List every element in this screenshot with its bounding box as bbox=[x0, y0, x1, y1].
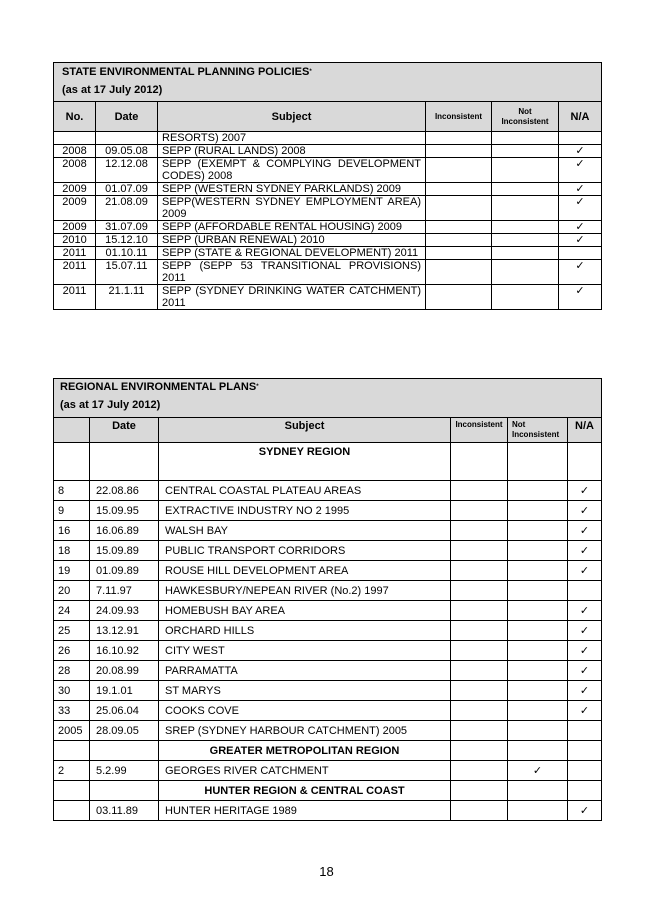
table-row bbox=[54, 183, 602, 196]
table-row bbox=[54, 601, 602, 621]
row-subject: CITY WEST bbox=[159, 641, 451, 661]
row-na: ✓ bbox=[568, 521, 602, 541]
row-date: 12.12.08 bbox=[96, 158, 158, 183]
row-inconsistent bbox=[426, 260, 492, 285]
row-not-inconsistent bbox=[492, 247, 559, 260]
row-not-inconsistent bbox=[508, 701, 568, 721]
row-na bbox=[568, 443, 602, 481]
row-no: 2009 bbox=[54, 221, 96, 234]
row-na bbox=[568, 581, 602, 601]
row-subject: SEPP (STATE & REGIONAL DEVELOPMENT) 2011 bbox=[158, 247, 426, 260]
row-not-inconsistent bbox=[508, 601, 568, 621]
row-na bbox=[568, 741, 602, 761]
region-row bbox=[54, 443, 602, 481]
row-na bbox=[559, 132, 602, 145]
table-row bbox=[54, 641, 602, 661]
row-na: ✓ bbox=[559, 183, 602, 196]
row-date: 01.07.09 bbox=[96, 183, 158, 196]
col-na: N/A bbox=[559, 102, 602, 132]
row-subject: ORCHARD HILLS bbox=[159, 621, 451, 641]
row-not-inconsistent bbox=[508, 481, 568, 501]
row-inconsistent bbox=[451, 701, 508, 721]
row-no: 2008 bbox=[54, 158, 96, 183]
sepp-table-asat: (as at 17 July 2012) bbox=[54, 78, 602, 102]
row-inconsistent bbox=[426, 234, 492, 247]
region-row bbox=[54, 741, 602, 761]
row-na: ✓ bbox=[559, 285, 602, 310]
col-subject: Subject bbox=[159, 418, 451, 443]
row-subject: SREP (SYDNEY HARBOUR CATCHMENT) 2005 bbox=[159, 721, 451, 741]
row-not-inconsistent bbox=[508, 581, 568, 601]
row-inconsistent bbox=[451, 761, 508, 781]
row-inconsistent bbox=[451, 661, 508, 681]
row-inconsistent bbox=[451, 541, 508, 561]
row-inconsistent bbox=[451, 581, 508, 601]
row-no: 9 bbox=[54, 501, 90, 521]
row-inconsistent bbox=[451, 443, 508, 481]
region-row bbox=[54, 781, 602, 801]
row-na: ✓ bbox=[568, 541, 602, 561]
table-row bbox=[54, 221, 602, 234]
rep-table-asat: (as at 17 July 2012) bbox=[54, 393, 602, 418]
row-date: 5.2.99 bbox=[90, 761, 159, 781]
row-subject: ROUSE HILL DEVELOPMENT AREA bbox=[159, 561, 451, 581]
row-no: 2011 bbox=[54, 285, 96, 310]
col-not-inconsistent: Not Inconsistent bbox=[508, 418, 568, 443]
row-no: 16 bbox=[54, 521, 90, 541]
row-subject: HUNTER HERITAGE 1989 bbox=[159, 801, 451, 821]
row-subject: RESORTS) 2007 bbox=[158, 132, 426, 145]
row-not-inconsistent bbox=[508, 561, 568, 581]
col-inconsistent: Inconsistent bbox=[426, 102, 492, 132]
table-row bbox=[54, 681, 602, 701]
row-date: 01.09.89 bbox=[90, 561, 159, 581]
row-date: 16.10.92 bbox=[90, 641, 159, 661]
row-not-inconsistent bbox=[492, 158, 559, 183]
row-na: ✓ bbox=[568, 561, 602, 581]
row-na bbox=[568, 721, 602, 741]
table-row bbox=[54, 132, 602, 145]
row-not-inconsistent bbox=[508, 801, 568, 821]
region-heading: HUNTER REGION & CENTRAL COAST bbox=[159, 781, 451, 801]
row-subject: SEPP (WESTERN SYDNEY PARKLANDS) 2009 bbox=[158, 183, 426, 196]
row-not-inconsistent bbox=[492, 145, 559, 158]
table-row bbox=[54, 521, 602, 541]
row-not-inconsistent bbox=[508, 541, 568, 561]
row-subject: SEPP (SYDNEY DRINKING WATER CATCHMENT) 2011 bbox=[158, 285, 426, 310]
row-no: 2009 bbox=[54, 196, 96, 221]
row-no: 18 bbox=[54, 541, 90, 561]
col-date: Date bbox=[90, 418, 159, 443]
row-not-inconsistent bbox=[508, 681, 568, 701]
row-not-inconsistent bbox=[508, 501, 568, 521]
row-not-inconsistent bbox=[508, 621, 568, 641]
row-na: ✓ bbox=[568, 701, 602, 721]
table-row bbox=[54, 801, 602, 821]
row-no: 30 bbox=[54, 681, 90, 701]
row-inconsistent bbox=[451, 781, 508, 801]
table-row bbox=[54, 285, 602, 310]
row-date: 22.08.86 bbox=[90, 481, 159, 501]
row-na: ✓ bbox=[568, 681, 602, 701]
row-inconsistent bbox=[426, 247, 492, 260]
row-inconsistent bbox=[451, 501, 508, 521]
table-row bbox=[54, 541, 602, 561]
row-inconsistent bbox=[451, 601, 508, 621]
row-subject: SEPP (RURAL LANDS) 2008 bbox=[158, 145, 426, 158]
row-subject: SEPP (URBAN RENEWAL) 2010 bbox=[158, 234, 426, 247]
row-not-inconsistent bbox=[508, 741, 568, 761]
row-date: 01.10.11 bbox=[96, 247, 158, 260]
region-heading: SYDNEY REGION bbox=[159, 443, 451, 481]
row-no: 24 bbox=[54, 601, 90, 621]
row-subject: SEPP (SEPP 53 TRANSITIONAL PROVISIONS) 2011 bbox=[158, 260, 426, 285]
row-date: 24.09.93 bbox=[90, 601, 159, 621]
row-no: 2011 bbox=[54, 260, 96, 285]
row-no: 19 bbox=[54, 561, 90, 581]
col-na: N/A bbox=[568, 418, 602, 443]
row-no bbox=[54, 801, 90, 821]
row-date: 09.05.08 bbox=[96, 145, 158, 158]
row-subject: SEPP (AFFORDABLE RENTAL HOUSING) 2009 bbox=[158, 221, 426, 234]
col-subject: Subject bbox=[158, 102, 426, 132]
row-subject: PARRAMATTA bbox=[159, 661, 451, 681]
table-row bbox=[54, 234, 602, 247]
row-date: 15.07.11 bbox=[96, 260, 158, 285]
row-date: 7.11.97 bbox=[90, 581, 159, 601]
page-number: 18 bbox=[319, 864, 334, 879]
row-subject: SEPP (EXEMPT & COMPLYING DEVELOPMENT CODES) 2008 bbox=[158, 158, 426, 183]
row-inconsistent bbox=[451, 721, 508, 741]
row-date: 16.06.89 bbox=[90, 521, 159, 541]
table-row bbox=[54, 481, 602, 501]
table-row bbox=[54, 501, 602, 521]
row-no: 2008 bbox=[54, 145, 96, 158]
table-row bbox=[54, 761, 602, 781]
row-subject: WALSH BAY bbox=[159, 521, 451, 541]
row-na bbox=[568, 761, 602, 781]
row-subject: PUBLIC TRANSPORT CORRIDORS bbox=[159, 541, 451, 561]
col-no: No. bbox=[54, 102, 96, 132]
table-row bbox=[54, 247, 602, 260]
row-inconsistent bbox=[451, 681, 508, 701]
table-row bbox=[54, 701, 602, 721]
row-na: ✓ bbox=[568, 501, 602, 521]
row-na: ✓ bbox=[568, 661, 602, 681]
row-subject: HOMEBUSH BAY AREA bbox=[159, 601, 451, 621]
row-date bbox=[90, 781, 159, 801]
row-no: 20 bbox=[54, 581, 90, 601]
col-not-inconsistent: Not Inconsistent bbox=[492, 102, 559, 132]
row-date: 03.11.89 bbox=[90, 801, 159, 821]
table-row bbox=[54, 158, 602, 183]
table-row bbox=[54, 581, 602, 601]
row-no: 2011 bbox=[54, 247, 96, 260]
row-no: 2 bbox=[54, 761, 90, 781]
sepp-table bbox=[53, 62, 602, 310]
row-subject: ST MARYS bbox=[159, 681, 451, 701]
row-subject: GEORGES RIVER CATCHMENT bbox=[159, 761, 451, 781]
row-inconsistent bbox=[426, 132, 492, 145]
row-not-inconsistent bbox=[492, 260, 559, 285]
row-not-inconsistent bbox=[492, 234, 559, 247]
row-no: 26 bbox=[54, 641, 90, 661]
row-na: ✓ bbox=[559, 260, 602, 285]
row-date: 13.12.91 bbox=[90, 621, 159, 641]
row-na: ✓ bbox=[568, 481, 602, 501]
row-na bbox=[568, 781, 602, 801]
row-subject: HAWKESBURY/NEPEAN RIVER (No.2) 1997 bbox=[159, 581, 451, 601]
row-date: 25.06.04 bbox=[90, 701, 159, 721]
row-inconsistent bbox=[426, 221, 492, 234]
row-inconsistent bbox=[426, 285, 492, 310]
row-na: ✓ bbox=[559, 158, 602, 183]
row-not-inconsistent bbox=[492, 132, 559, 145]
row-date: 15.09.95 bbox=[90, 501, 159, 521]
row-inconsistent bbox=[426, 183, 492, 196]
row-date bbox=[90, 443, 159, 481]
row-not-inconsistent bbox=[508, 521, 568, 541]
row-no bbox=[54, 741, 90, 761]
row-no: 2010 bbox=[54, 234, 96, 247]
row-no: 25 bbox=[54, 621, 90, 641]
row-no bbox=[54, 781, 90, 801]
region-heading: GREATER METROPOLITAN REGION bbox=[159, 741, 451, 761]
row-na: ✓ bbox=[559, 234, 602, 247]
table-row bbox=[54, 721, 602, 741]
row-not-inconsistent: ✓ bbox=[508, 761, 568, 781]
table-row bbox=[54, 196, 602, 221]
table-row bbox=[54, 561, 602, 581]
row-not-inconsistent bbox=[508, 721, 568, 741]
row-date: 15.12.10 bbox=[96, 234, 158, 247]
row-na: ✓ bbox=[559, 196, 602, 221]
row-date: 15.09.89 bbox=[90, 541, 159, 561]
row-not-inconsistent bbox=[508, 661, 568, 681]
row-na: ✓ bbox=[568, 801, 602, 821]
row-no: 28 bbox=[54, 661, 90, 681]
row-inconsistent bbox=[451, 741, 508, 761]
table-row bbox=[54, 145, 602, 158]
row-not-inconsistent bbox=[508, 781, 568, 801]
row-inconsistent bbox=[426, 196, 492, 221]
row-no bbox=[54, 443, 90, 481]
table-row bbox=[54, 661, 602, 681]
row-inconsistent bbox=[451, 561, 508, 581]
row-no: 2009 bbox=[54, 183, 96, 196]
row-subject: EXTRACTIVE INDUSTRY NO 2 1995 bbox=[159, 501, 451, 521]
row-date: 21.1.11 bbox=[96, 285, 158, 310]
row-no bbox=[54, 132, 96, 145]
rep-table-title: REGIONAL ENVIRONMENTAL PLANS* bbox=[54, 379, 602, 394]
row-inconsistent bbox=[426, 145, 492, 158]
row-not-inconsistent bbox=[492, 221, 559, 234]
row-date: 19.1.01 bbox=[90, 681, 159, 701]
row-inconsistent bbox=[426, 158, 492, 183]
rep-table bbox=[53, 378, 602, 821]
row-subject: COOKS COVE bbox=[159, 701, 451, 721]
sepp-table-title: STATE ENVIRONMENTAL PLANNING POLICIES* bbox=[54, 63, 602, 79]
row-not-inconsistent bbox=[492, 183, 559, 196]
row-not-inconsistent bbox=[492, 285, 559, 310]
row-date: 28.09.05 bbox=[90, 721, 159, 741]
col-date: Date bbox=[96, 102, 158, 132]
row-date bbox=[96, 132, 158, 145]
row-not-inconsistent bbox=[508, 641, 568, 661]
table-row bbox=[54, 621, 602, 641]
row-na: ✓ bbox=[568, 621, 602, 641]
row-subject: CENTRAL COASTAL PLATEAU AREAS bbox=[159, 481, 451, 501]
row-date: 20.08.99 bbox=[90, 661, 159, 681]
row-inconsistent bbox=[451, 481, 508, 501]
row-na: ✓ bbox=[568, 641, 602, 661]
row-inconsistent bbox=[451, 521, 508, 541]
table-row bbox=[54, 260, 602, 285]
row-subject: SEPP(WESTERN SYDNEY EMPLOYMENT AREA) 2009 bbox=[158, 196, 426, 221]
row-na: ✓ bbox=[559, 221, 602, 234]
row-na bbox=[559, 247, 602, 260]
row-not-inconsistent bbox=[508, 443, 568, 481]
row-date: 21.08.09 bbox=[96, 196, 158, 221]
row-inconsistent bbox=[451, 641, 508, 661]
row-no: 8 bbox=[54, 481, 90, 501]
row-not-inconsistent bbox=[492, 196, 559, 221]
row-na: ✓ bbox=[559, 145, 602, 158]
row-date bbox=[90, 741, 159, 761]
row-inconsistent bbox=[451, 801, 508, 821]
row-no: 33 bbox=[54, 701, 90, 721]
row-date: 31.07.09 bbox=[96, 221, 158, 234]
row-na: ✓ bbox=[568, 601, 602, 621]
col-inconsistent: Inconsistent bbox=[451, 418, 508, 443]
col-no bbox=[54, 418, 90, 443]
row-no: 2005 bbox=[54, 721, 90, 741]
row-inconsistent bbox=[451, 621, 508, 641]
